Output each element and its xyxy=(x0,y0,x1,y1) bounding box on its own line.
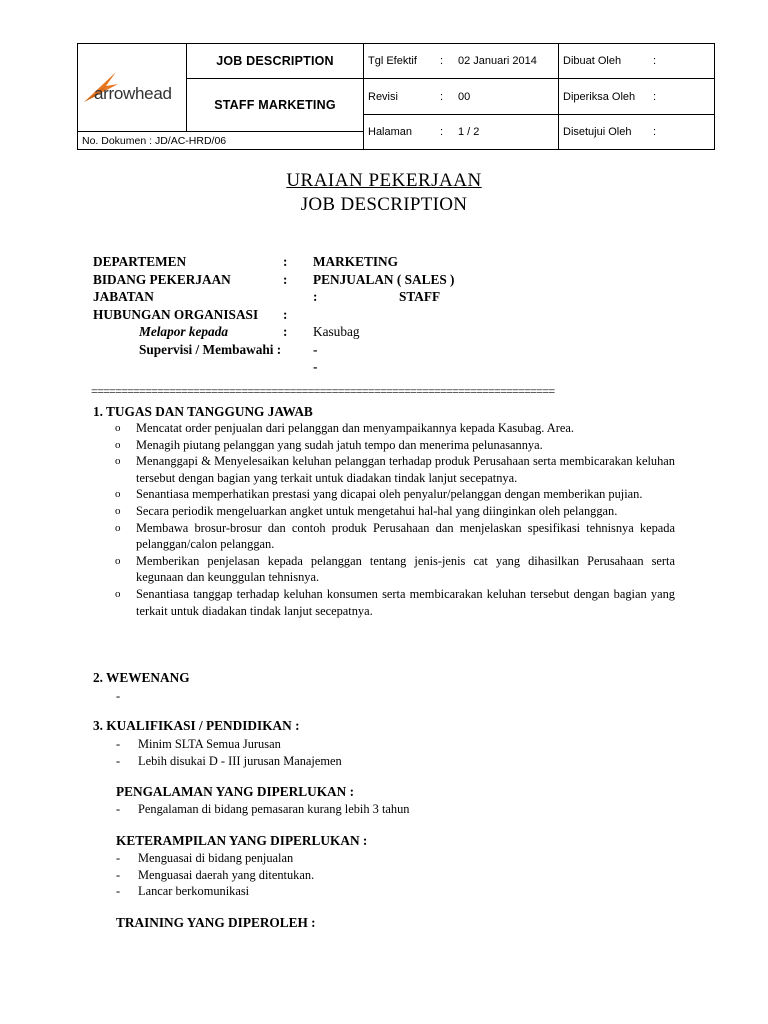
sign-label: Disetujui Oleh xyxy=(563,126,632,138)
section-title-tasks: 1. TUGAS DAN TANGGUNG JAWAB xyxy=(93,404,313,419)
separator-line: ============================================================================= xyxy=(91,384,555,398)
company-logo xyxy=(82,68,182,108)
info-block xyxy=(93,254,653,377)
list-item-text: Membawa brosur-brosur dan contoh produk Perusahaan dan menjelaskan spesifikasi tehnisnya kepada pelanggan/calon pelanggan. xyxy=(136,520,675,552)
dash-marker: - xyxy=(116,851,121,865)
list-item-text: Senantiasa tanggap terhadap keluhan konsumen serta membicarakan keluhan tersebut dengan bagian yang terkait untuk diadakan tindak lanjut secepatnya. xyxy=(136,586,675,618)
doc-type-cell xyxy=(187,44,364,79)
dash-marker: - xyxy=(116,689,121,703)
bullet-marker: o xyxy=(115,554,121,567)
sign-cell-checked-by xyxy=(559,79,715,115)
bullet-marker: o xyxy=(115,587,121,600)
list-item-text: Menanggapi & Menyelesaikan keluhan pelanggan terhadap produk Perusahaan serta membicarakan keluhan tersebut dengan bagian yang terkait untuk diadakan tindak lanjut secepatnya. xyxy=(136,454,675,485)
meta-colon: : xyxy=(440,55,444,67)
info-label: JABATAN xyxy=(93,289,154,304)
sign-colon: : xyxy=(653,55,657,67)
list-item xyxy=(115,553,675,586)
bullet-marker: o xyxy=(115,488,121,501)
meta-colon: : xyxy=(440,90,444,103)
info-label: HUBUNGAN ORGANISASI xyxy=(93,306,259,322)
logo-text: arrowhead xyxy=(94,84,172,103)
logo-cell xyxy=(78,44,187,132)
list-item-text: Menguasai di bidang penjualan xyxy=(138,851,294,865)
list-item xyxy=(116,736,342,753)
dash-marker: - xyxy=(116,753,121,768)
training-title: TRAINING YANG DIPEROLEH : xyxy=(116,915,316,930)
info-value: MARKETING xyxy=(313,254,398,269)
info-label: DEPARTEMEN xyxy=(93,254,187,269)
list-item-text: Secara periodik mengeluarkan angket untuk mengetahui hal-hal yang diinginkan oleh pelanggan. xyxy=(136,503,618,518)
document-header-table xyxy=(77,43,715,150)
info-colon: : xyxy=(313,289,318,304)
list-item-text: Minim SLTA Semua Jurusan xyxy=(138,737,281,751)
experience-list xyxy=(116,801,409,818)
doc-number: No. Dokumen : JD/AC-HRD/06 xyxy=(82,134,227,147)
sign-cell-approved-by xyxy=(559,115,715,150)
skills-list xyxy=(116,850,314,900)
skills-title: KETERAMPILAN YANG DIPERLUKAN : xyxy=(116,833,368,848)
info-colon: : xyxy=(283,254,288,269)
list-item-text: Lebih disukai D - III jurusan Manajemen xyxy=(138,753,342,768)
meta-cell-effective xyxy=(364,44,559,79)
sub-title: JOB DESCRIPTION xyxy=(300,194,468,215)
list-item xyxy=(116,688,138,705)
dash-marker: - xyxy=(116,802,121,816)
meta-cell-page xyxy=(364,115,559,150)
meta-cell-revision xyxy=(364,79,559,115)
sign-label: Dibuat Oleh xyxy=(563,55,622,67)
info-value: PENJUALAN ( SALES ) xyxy=(313,271,455,287)
meta-value: 02 Januari 2014 xyxy=(458,55,537,67)
info-label: BIDANG PEKERJAAN xyxy=(93,271,231,287)
info-value: - xyxy=(313,341,318,357)
section-title-qualification: 3. KUALIFIKASI / PENDIDIKAN : xyxy=(93,718,300,733)
meta-label: Halaman xyxy=(368,126,413,138)
list-item-text: Menagih piutang pelanggan yang sudah jatuh tempo dan menerima pelunasannya. xyxy=(136,437,543,452)
list-item xyxy=(115,437,675,454)
doc-type-label: JOB DESCRIPTION xyxy=(216,54,334,68)
list-item-text: Mencatat order penjualan dari pelanggan dan menyampaikannya kepada Kasubag. Area. xyxy=(136,421,574,435)
info-value: STAFF xyxy=(399,289,441,304)
meta-label: Revisi xyxy=(368,90,398,103)
info-colon: : xyxy=(283,324,288,339)
info-value: - xyxy=(313,359,318,374)
list-item xyxy=(115,420,675,437)
info-value: Kasubag xyxy=(313,324,360,339)
list-item xyxy=(115,453,675,486)
list-item-text: Memberikan penjelasan kepada pelanggan tentang jenis-jenis cat yang dihasilkan Perusahaan serta kegunaan dan keunggulan tehnisnya. xyxy=(136,553,675,585)
position-cell xyxy=(187,79,364,132)
bullet-marker: o xyxy=(115,504,121,517)
bullet-marker: o xyxy=(115,422,121,434)
meta-value: 00 xyxy=(458,90,471,103)
dash-marker: - xyxy=(116,884,121,899)
info-label: Supervisi / Membawahi : xyxy=(139,341,282,357)
list-item xyxy=(115,520,675,553)
list-item xyxy=(116,850,314,867)
list-item xyxy=(116,753,342,770)
list-item-text: Pengalaman di bidang pemasaran kurang lebih 3 tahun xyxy=(138,802,410,816)
info-colon: : xyxy=(283,306,288,322)
sign-colon: : xyxy=(653,90,657,103)
list-item-text: Menguasai daerah yang ditentukan. xyxy=(138,867,315,882)
dash-marker: - xyxy=(116,867,121,882)
sign-cell-made-by xyxy=(559,44,715,79)
education-list xyxy=(116,736,342,769)
dash-marker: - xyxy=(116,737,121,751)
section-title-authority: 2. WEWENANG xyxy=(93,670,190,685)
info-label: Melapor kepada xyxy=(139,324,229,339)
tasks-list xyxy=(115,420,675,619)
doc-number-cell xyxy=(78,132,364,150)
info-colon: : xyxy=(283,271,288,287)
list-item-text: Lancar berkomunikasi xyxy=(138,884,250,899)
experience-title: PENGALAMAN YANG DIPERLUKAN : xyxy=(116,784,354,799)
main-title: URAIAN PEKERJAAN xyxy=(286,170,482,191)
authority-list xyxy=(116,688,138,705)
meta-label: Tgl Efektif xyxy=(368,55,417,67)
list-item xyxy=(115,586,675,619)
bullet-marker: o xyxy=(115,521,121,534)
meta-colon: : xyxy=(440,126,444,138)
list-item xyxy=(115,486,675,503)
meta-value: 1 / 2 xyxy=(458,126,480,138)
list-item-text: Senantiasa memperhatikan prestasi yang dicapai oleh penyalur/pelanggan dengan memberikan pujian. xyxy=(136,487,643,502)
position-label: STAFF MARKETING xyxy=(214,98,336,112)
bullet-marker: o xyxy=(115,455,121,468)
sign-label: Diperiksa Oleh xyxy=(563,90,636,103)
list-item xyxy=(116,801,409,818)
list-item xyxy=(115,503,675,520)
sign-colon: : xyxy=(653,126,657,138)
bullet-marker: o xyxy=(115,438,121,451)
list-item xyxy=(116,867,314,884)
list-item xyxy=(116,883,314,900)
